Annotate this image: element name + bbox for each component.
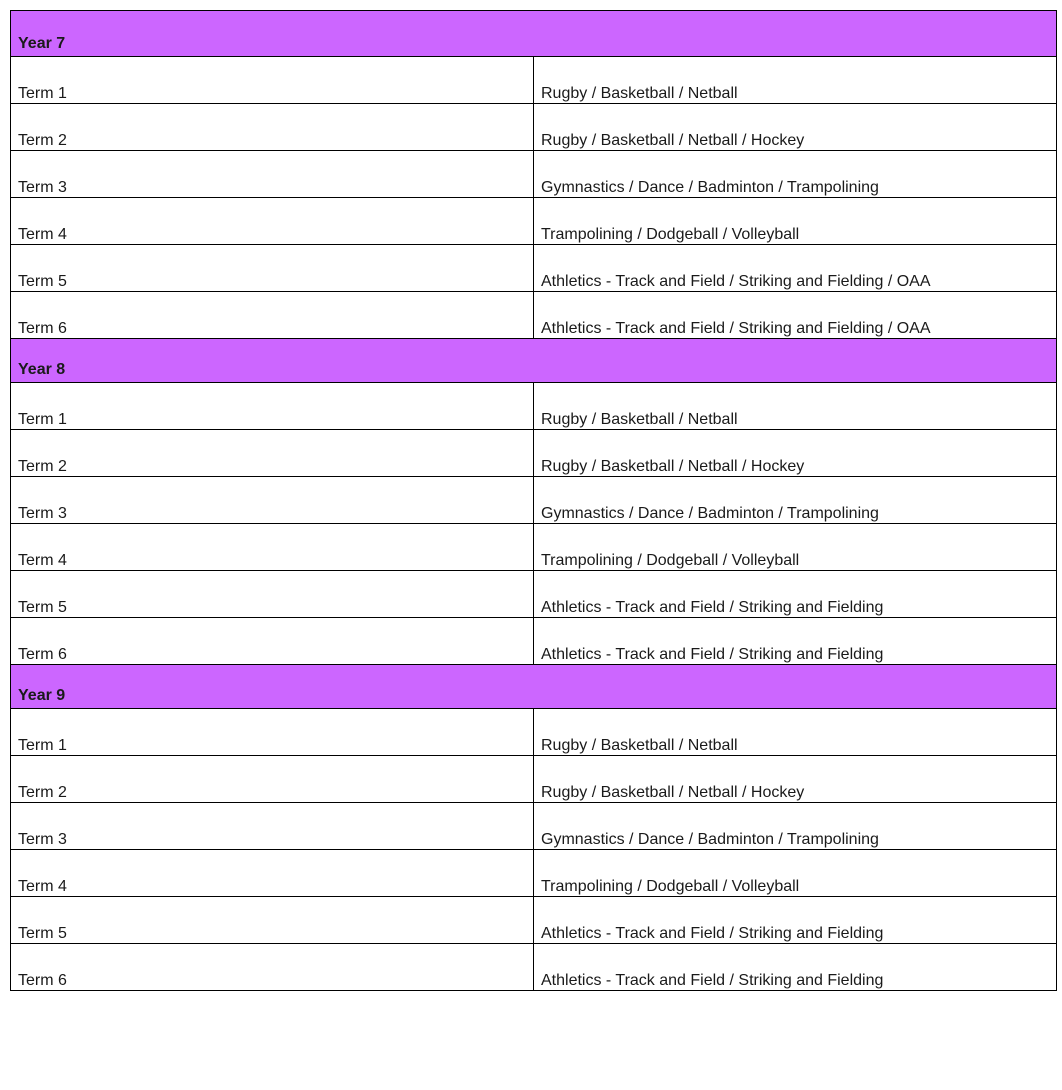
activities-cell[interactable]: Athletics - Track and Field / Striking and Fielding / OAA (534, 245, 1057, 292)
term-label-cell[interactable]: Term 2 (11, 104, 534, 151)
activities-cell[interactable]: Trampolining / Dodgeball / Volleyball (534, 198, 1057, 245)
term-row (11, 524, 1057, 571)
term-label-cell[interactable]: Term 4 (11, 850, 534, 897)
activities-cell[interactable]: Athletics - Track and Field / Striking and Fielding (534, 944, 1057, 991)
term-label-cell[interactable]: Term 3 (11, 151, 534, 198)
term-row (11, 803, 1057, 850)
activities-cell[interactable]: Trampolining / Dodgeball / Volleyball (534, 524, 1057, 571)
term-row (11, 383, 1057, 430)
term-label-cell[interactable]: Term 4 (11, 524, 534, 571)
term-label-cell[interactable]: Term 6 (11, 944, 534, 991)
term-label-cell[interactable]: Term 3 (11, 477, 534, 524)
term-row (11, 756, 1057, 803)
term-row (11, 897, 1057, 944)
term-row (11, 571, 1057, 618)
term-row (11, 430, 1057, 477)
term-label-cell[interactable]: Term 6 (11, 618, 534, 665)
activities-cell[interactable]: Athletics - Track and Field / Striking and Fielding (534, 571, 1057, 618)
activities-cell[interactable]: Rugby / Basketball / Netball / Hockey (534, 430, 1057, 477)
activities-cell[interactable]: Rugby / Basketball / Netball (534, 709, 1057, 756)
activities-cell[interactable]: Gymnastics / Dance / Badminton / Trampolining (534, 803, 1057, 850)
curriculum-table (10, 10, 1057, 991)
activities-cell[interactable]: Rugby / Basketball / Netball (534, 57, 1057, 104)
term-label-cell[interactable]: Term 1 (11, 709, 534, 756)
activities-cell[interactable]: Gymnastics / Dance / Badminton / Trampolining (534, 151, 1057, 198)
activities-cell[interactable]: Gymnastics / Dance / Badminton / Trampolining (534, 477, 1057, 524)
term-label-cell[interactable]: Term 1 (11, 57, 534, 104)
term-row (11, 477, 1057, 524)
year-header-row (11, 11, 1057, 57)
activities-cell[interactable]: Athletics - Track and Field / Striking and Fielding (534, 618, 1057, 665)
term-label-cell[interactable]: Term 5 (11, 245, 534, 292)
activities-cell[interactable]: Rugby / Basketball / Netball / Hockey (534, 104, 1057, 151)
term-row (11, 151, 1057, 198)
term-row (11, 57, 1057, 104)
year-header-cell[interactable]: Year 7 (11, 11, 1057, 57)
activities-cell[interactable]: Athletics - Track and Field / Striking and Fielding / OAA (534, 292, 1057, 339)
term-row (11, 104, 1057, 151)
term-row (11, 292, 1057, 339)
year-header-row (11, 339, 1057, 383)
activities-cell[interactable]: Athletics - Track and Field / Striking and Fielding (534, 897, 1057, 944)
year-header-row (11, 665, 1057, 709)
term-label-cell[interactable]: Term 5 (11, 571, 534, 618)
term-label-cell[interactable]: Term 3 (11, 803, 534, 850)
activities-cell[interactable]: Rugby / Basketball / Netball / Hockey (534, 756, 1057, 803)
term-label-cell[interactable]: Term 6 (11, 292, 534, 339)
term-row (11, 618, 1057, 665)
year-header-cell[interactable]: Year 8 (11, 339, 1057, 383)
term-label-cell[interactable]: Term 2 (11, 430, 534, 477)
term-label-cell[interactable]: Term 4 (11, 198, 534, 245)
term-label-cell[interactable]: Term 2 (11, 756, 534, 803)
curriculum-table-body (11, 11, 1057, 991)
term-row (11, 198, 1057, 245)
term-row (11, 245, 1057, 292)
term-label-cell[interactable]: Term 1 (11, 383, 534, 430)
term-row (11, 944, 1057, 991)
year-header-cell[interactable]: Year 9 (11, 665, 1057, 709)
term-row (11, 709, 1057, 756)
activities-cell[interactable]: Trampolining / Dodgeball / Volleyball (534, 850, 1057, 897)
term-label-cell[interactable]: Term 5 (11, 897, 534, 944)
activities-cell[interactable]: Rugby / Basketball / Netball (534, 383, 1057, 430)
term-row (11, 850, 1057, 897)
